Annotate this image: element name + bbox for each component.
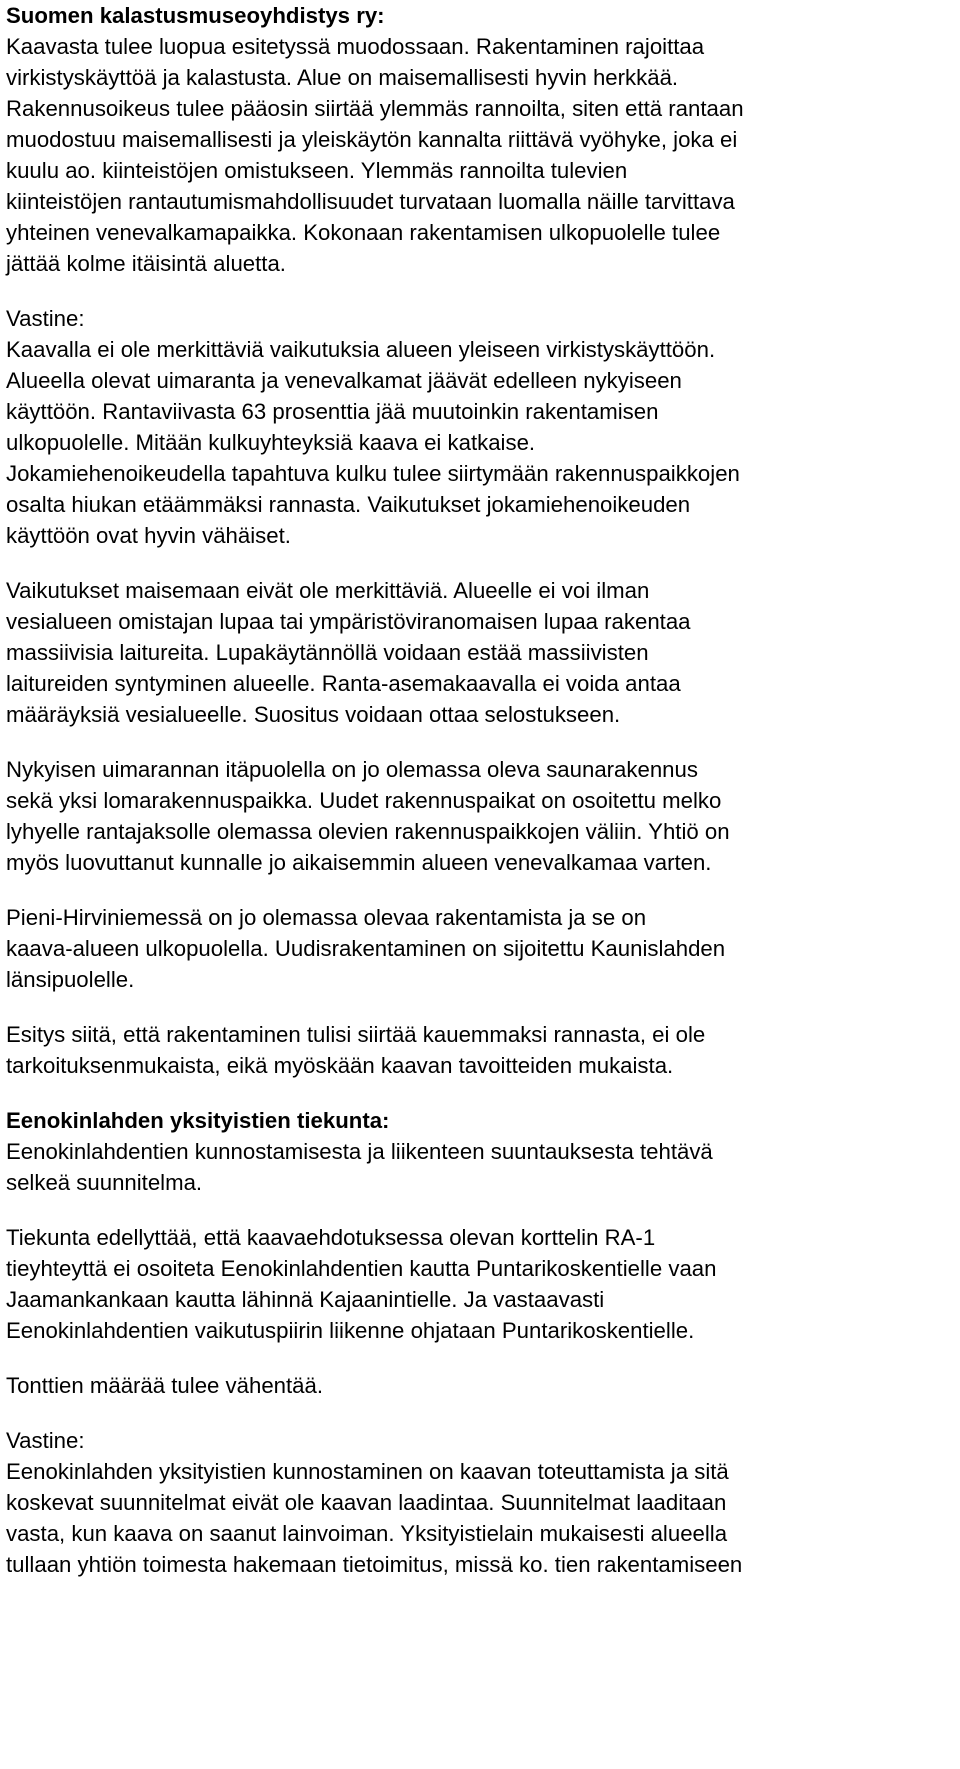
paragraph-line: käyttöön ovat hyvin vähäiset.	[6, 523, 291, 548]
paragraph-line: tullaan yhtiön toimesta hakemaan tietoimitus, missä ko. tien rakentamiseen	[6, 1552, 743, 1577]
document-page	[6, 0, 954, 1580]
paragraph-line: sekä yksi lomarakennuspaikka. Uudet rakennuspaikat on osoitettu melko	[6, 788, 722, 813]
paragraph-line: Alueella olevat uimaranta ja venevalkamat jäävät edelleen nykyiseen	[6, 368, 682, 393]
paragraph-line: virkistyskäyttöä ja kalastusta. Alue on maisemallisesti hyvin herkkää.	[6, 65, 679, 90]
paragraph-spacer	[6, 1081, 954, 1105]
section-heading: Suomen kalastusmuseoyhdistys ry:	[6, 3, 385, 28]
paragraph-line: Eenokinlahdentien kunnostamisesta ja liikenteen suuntauksesta tehtävä	[6, 1139, 713, 1164]
paragraph-line: Esitys siitä, että rakentaminen tulisi siirtää kauemmaksi rannasta, ei ole	[6, 1022, 706, 1047]
paragraph-line: Pieni-Hirviniemessä on jo olemassa olevaa rakentamista ja se on	[6, 905, 647, 930]
paragraph-line: tieyhteyttä ei osoiteta Eenokinlahdentien kautta Puntarikoskentielle vaan	[6, 1256, 717, 1281]
paragraph-line: osalta hiukan etäämmäksi rannasta. Vaikutukset jokamiehenoikeuden	[6, 492, 691, 517]
paragraph-line: kuulu ao. kiinteistöjen omistukseen. Ylemmäs rannoilta tulevien	[6, 158, 628, 183]
response-heading: Vastine:	[6, 306, 85, 331]
response-heading: Vastine:	[6, 1428, 85, 1453]
paragraph-line: ulkopuolelle. Mitään kulkuyhteyksiä kaava ei katkaise.	[6, 430, 536, 455]
paragraph-line: yhteinen venevalkamapaikka. Kokonaan rakentamisen ulkopuolelle tulee	[6, 220, 721, 245]
paragraph-line: kaava-alueen ulkopuolella. Uudisrakentaminen on sijoitettu Kaunislahden	[6, 936, 726, 961]
paragraph-line: lyhyelle rantajaksolle olemassa olevien rakennuspaikkojen väliin. Yhtiö on	[6, 819, 730, 844]
paragraph-spacer	[6, 1346, 954, 1370]
paragraph-line: Rakennusoikeus tulee pääosin siirtää ylemmäs rannoilta, siten että rantaan	[6, 96, 744, 121]
paragraph-line: määräyksiä vesialueelle. Suositus voidaan ottaa selostukseen.	[6, 702, 621, 727]
paragraph-line: käyttöön. Rantaviivasta 63 prosenttia jää muutoinkin rakentamisen	[6, 399, 659, 424]
paragraph-line: Jaamankankaan kautta lähinnä Kajaanintielle. Ja vastaavasti	[6, 1287, 605, 1312]
paragraph-line: länsipuolelle.	[6, 967, 135, 992]
paragraph-line: Nykyisen uimarannan itäpuolella on jo olemassa oleva saunarakennus	[6, 757, 698, 782]
paragraph-line: Vaikutukset maisemaan eivät ole merkittäviä. Alueelle ei voi ilman	[6, 578, 650, 603]
paragraph-spacer	[6, 1401, 954, 1425]
paragraph-spacer	[6, 279, 954, 303]
response-kalastusmuseoyhdistys	[6, 303, 954, 1081]
paragraph-line: Tonttien määrää tulee vähentää.	[6, 1373, 324, 1398]
paragraph-spacer	[6, 1198, 954, 1222]
paragraph-spacer	[6, 995, 954, 1019]
paragraph-line: massiivisia laitureita. Lupakäytännöllä voidaan estää massiivisten	[6, 640, 649, 665]
paragraph-line: koskevat suunnitelmat eivät ole kaavan laadintaa. Suunnitelmat laaditaan	[6, 1490, 727, 1515]
paragraph-line: kiinteistöjen rantautumismahdollisuudet turvataan luomalla näille tarvittava	[6, 189, 735, 214]
paragraph-line: Kaavalla ei ole merkittäviä vaikutuksia alueen yleiseen virkistyskäyttöön.	[6, 337, 716, 362]
paragraph-spacer	[6, 878, 954, 902]
paragraph-line: vesialueen omistajan lupaa tai ympäristöviranomaisen lupaa rakentaa	[6, 609, 691, 634]
paragraph-line: Jokamiehenoikeudella tapahtuva kulku tulee siirtymään rakennuspaikkojen	[6, 461, 740, 486]
paragraph-line: selkeä suunnitelma.	[6, 1170, 203, 1195]
response-eenokinlahden-tiekunta	[6, 1425, 954, 1580]
paragraph-line: jättää kolme itäisintä aluetta.	[6, 251, 286, 276]
paragraph-line: tarkoituksenmukaista, eikä myöskään kaavan tavoitteiden mukaista.	[6, 1053, 674, 1078]
paragraph-line: muodostuu maisemallisesti ja yleiskäytön kannalta riittävä vyöhyke, joka ei	[6, 127, 738, 152]
paragraph-spacer	[6, 730, 954, 754]
paragraph-line: Tiekunta edellyttää, että kaavaehdotuksessa olevan korttelin RA-1	[6, 1225, 656, 1250]
paragraph-line: Kaavasta tulee luopua esitetyssä muodossaan. Rakentaminen rajoittaa	[6, 34, 705, 59]
section-eenokinlahden-tiekunta	[6, 1105, 954, 1401]
paragraph-line: laitureiden syntyminen alueelle. Ranta-asemakaavalla ei voida antaa	[6, 671, 681, 696]
paragraph-line: Eenokinlahdentien vaikutuspiirin liikenne ohjataan Puntarikoskentielle.	[6, 1318, 695, 1343]
section-heading: Eenokinlahden yksityistien tiekunta:	[6, 1108, 390, 1133]
paragraph-line: myös luovuttanut kunnalle jo aikaisemmin alueen venevalkamaa varten.	[6, 850, 712, 875]
paragraph-line: vasta, kun kaava on saanut lainvoiman. Yksityistielain mukaisesti alueella	[6, 1521, 728, 1546]
paragraph-spacer	[6, 551, 954, 575]
section-kalastusmuseoyhdistys	[6, 0, 954, 279]
paragraph-line: Eenokinlahden yksityistien kunnostaminen on kaavan toteuttamista ja sitä	[6, 1459, 729, 1484]
